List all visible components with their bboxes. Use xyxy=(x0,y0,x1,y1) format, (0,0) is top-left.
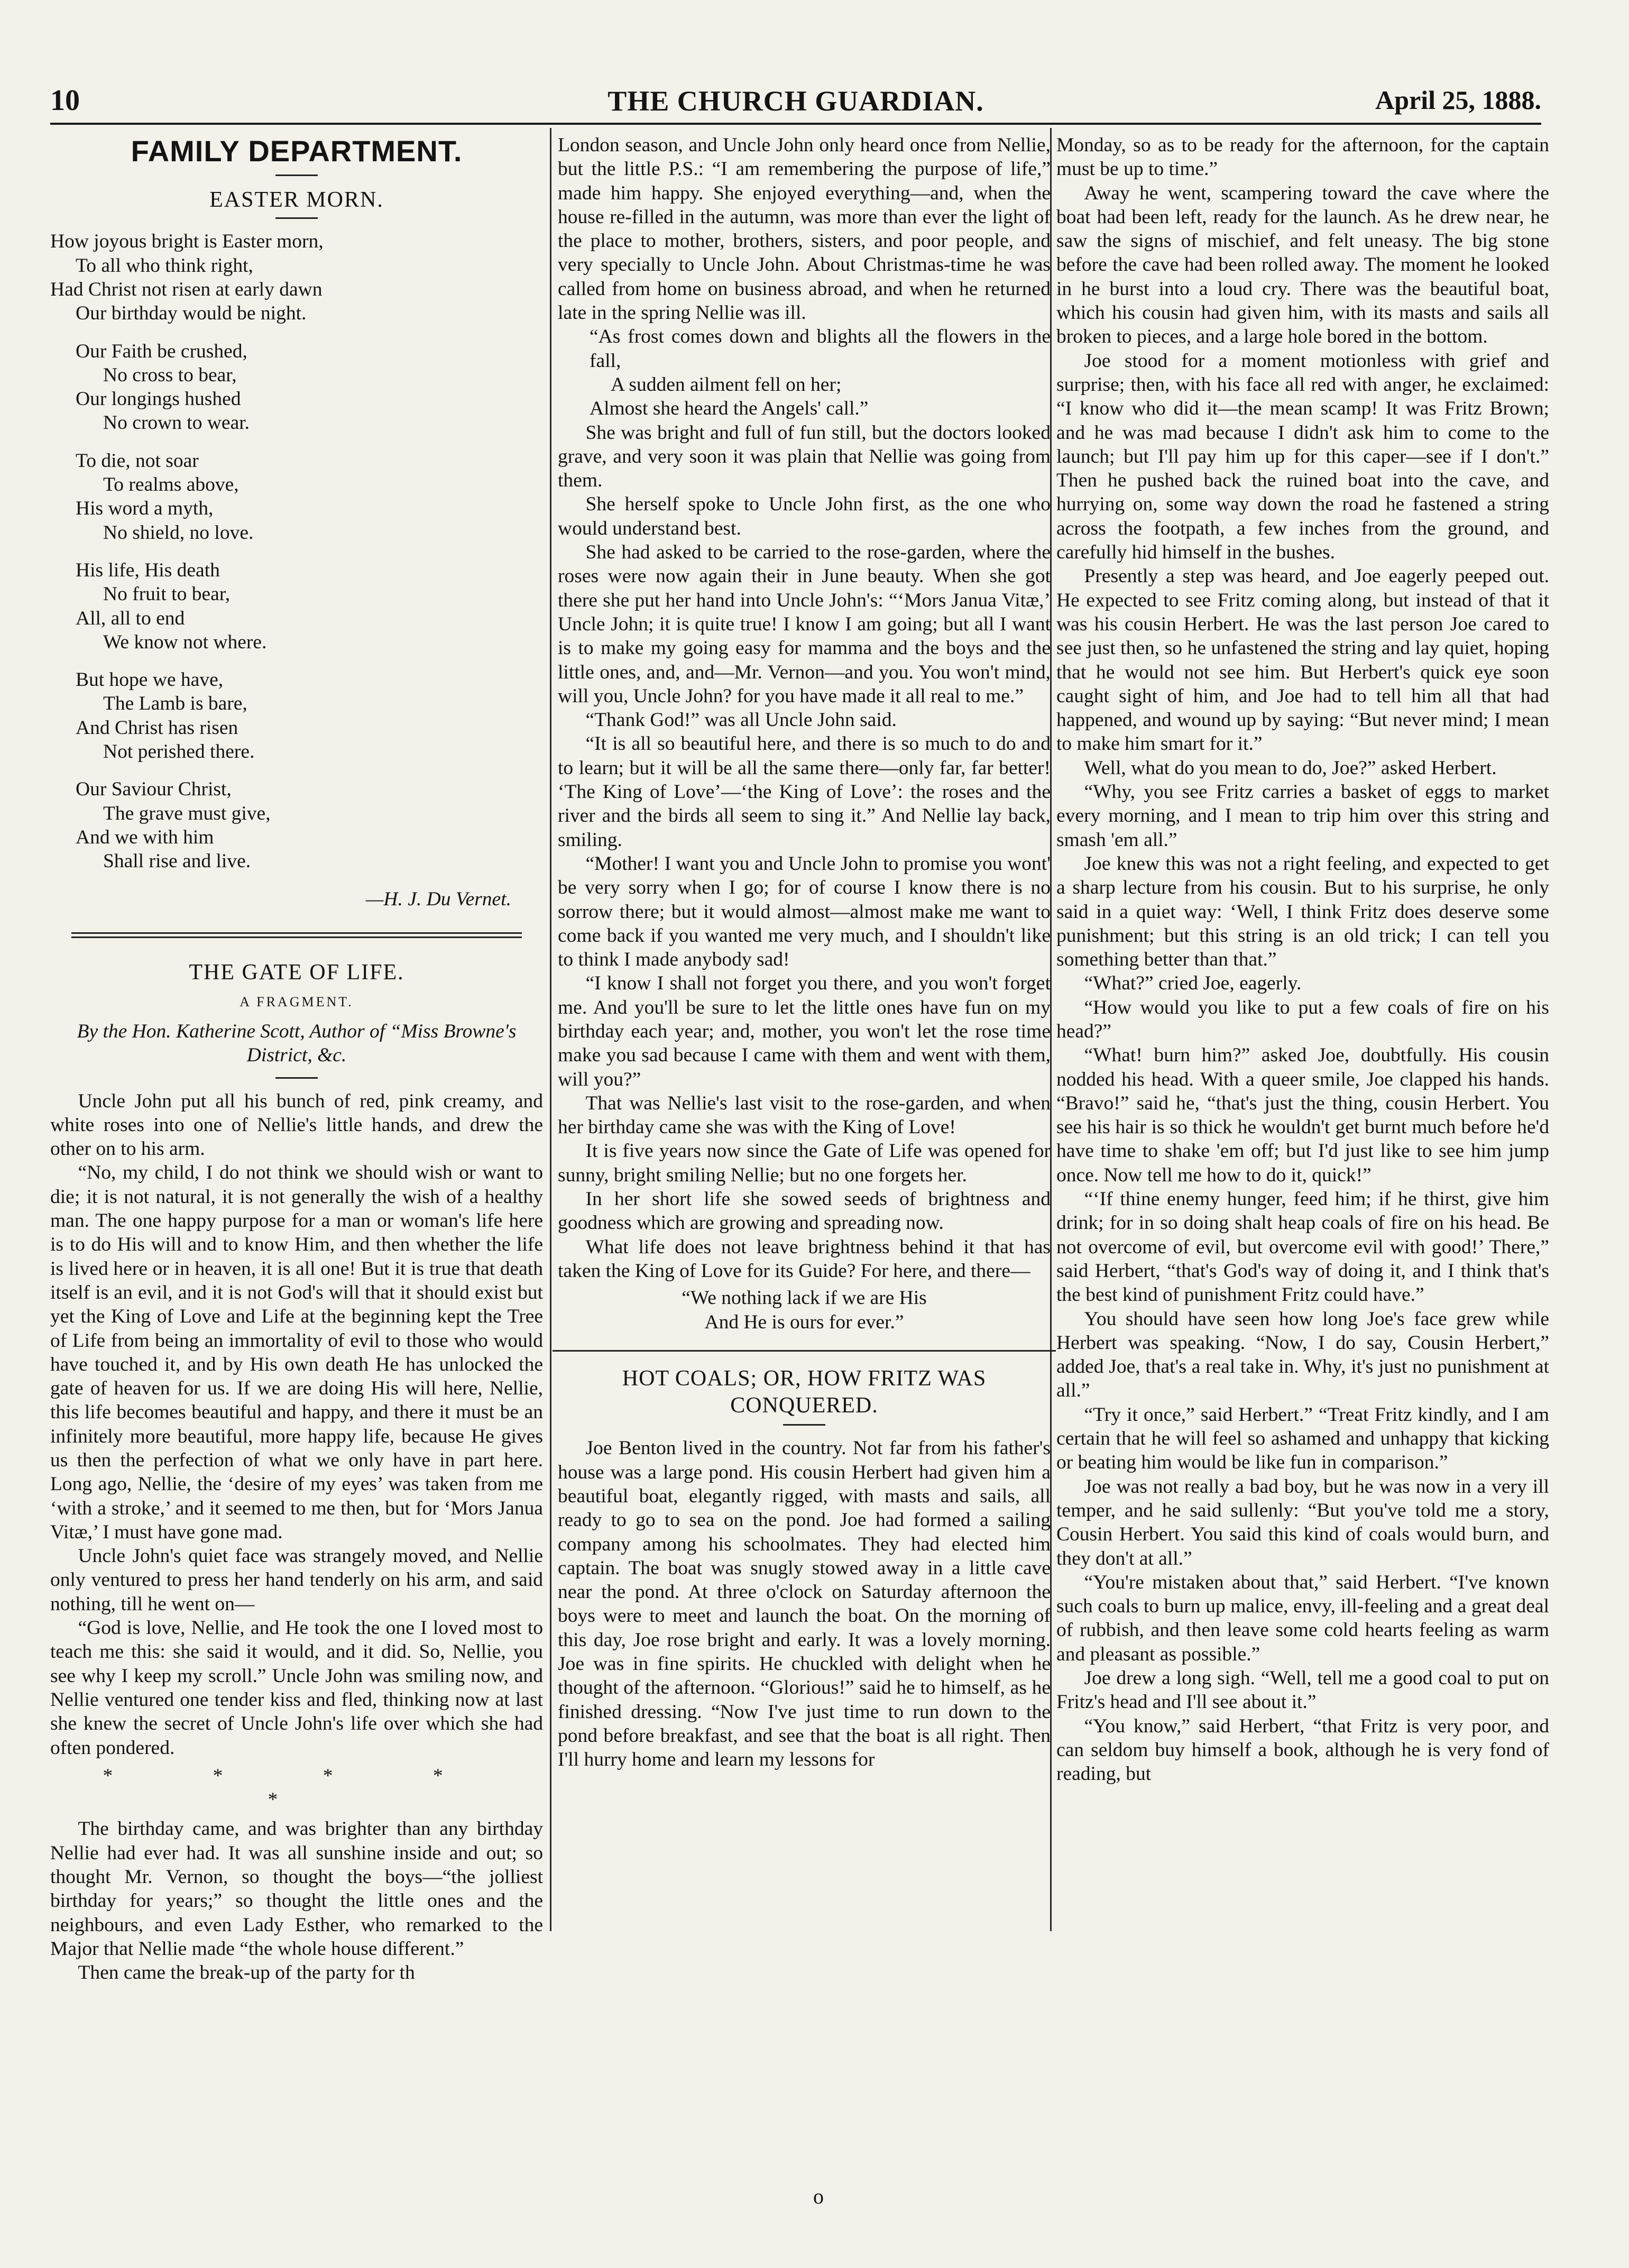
paragraph: “No, my child, I do not think we should wish or want to die; it is not natural, it is not generally the wish of a healthy man. The one happy purpose for a man or woman's life here is to do His will and to know Him, and then whether the life is lived here or in heaven, it is all one! But it is true that death itself is an evil, and it is not God's will that it should exist but yet the King of Love and Life at the beginning kept the Tree of Life from being an immortality of evil to those who would have touched it, and by His own death He has unlocked the gate of heaven for us. If we are doing His will here, Nellie, this life becomes beautiful and happy, and there it must be an infinitely more beautiful, more happy life, because He gives us then the perfection of what we only have in part here. Long ago, Nellie, the ‘desire of my eyes’ was taken from me ‘with a stroke,’ and it seemed to me then, but for ‘Mors Janua Vitæ,’ I must have gone mad. xyxy=(50,1162,543,1543)
paragraph: London season, and Uncle John only heard once from Nellie, but the little P.S.: “I am remembering the purpose of life,” made him happy. She enjoyed everything—and, when the house re-filled in the autumn, was more than ever the light of the place to mother, brothers, sisters, and poor people, and very specially to Uncle John. About Christmas-time he was called from home on business abroad, and when he returned late in the spring Nellie was ill. xyxy=(558,134,1051,324)
poem-line: Shall rise and live. xyxy=(103,850,251,873)
poem-line: And we with him xyxy=(76,826,214,848)
paragraph: She herself spoke to Uncle John first, as the one who would understand best. xyxy=(558,493,1051,539)
verse-line: “As frost comes down and blights all the flowers in the fall, xyxy=(590,326,1051,372)
paragraph: “What?” cried Joe, eagerly. xyxy=(1084,972,1302,995)
paragraph: She was bright and full of fun still, but the doctors looked grave, and very soon it was plain that Nellie was going from them. xyxy=(558,421,1051,492)
paragraph: “Try it once,” said Herbert.” “Treat Fritz kindly, and I am certain that he will feel so ashamed and unhappy that kicking or beating him would be like fun in comparison.” xyxy=(1056,1403,1549,1474)
poem-line: His life, His death xyxy=(76,559,220,581)
poem-line: Our birthday would be night. xyxy=(76,302,307,325)
paragraph: Away he went, scampering toward the cave where the boat had been left, ready for the launch. As he drew near, he saw the signs of mischief, and felt uneasy. The big stone before the cave had been rolled away. The moment he looked in he burst into a loud cry. There was the beautiful boat, which his cousin had given him, with its masts and sails all broken to pieces, and a large hole bored in the bottom. xyxy=(1056,182,1549,348)
paragraph: Joe Benton lived in the country. Not far from his father's house was a large pond. His cousin Herbert had given him a beautiful boat, elegantly rigged, with masts and sails, all ready to go to sea on the pond. Joe had formed a sailing company among his schoolmates. They had elected him captain. The boat was snugly stowed away in a little cave near the pond. At three o'clock on Saturday afternoon the boys were to meet and launch the boat. On the morning of this day, Joe rose bright and early. It was a lovely morning. Joe was in fine spirits. He chuckled with delight when he thought of the afternoon. “Glorious!” said he to himself, as he finished dressing. “Now I've just time to run down to the pond before breakfast, and see that the boat is all right. Then I'll hurry home and learn my lessons for xyxy=(558,1437,1051,1771)
poem-line: Our longings hushed xyxy=(76,388,241,410)
poem-stanza xyxy=(50,558,543,654)
paragraph: Joe stood for a moment motionless with grief and surprise; then, with his face all red with anger, he exclaimed: “I know who did it—the mean scamp! It was Fritz Brown; and he was mad because I didn't ask him to come to the launch; but I'll pay him up for this caper—see if I don't.” Then he pushed back the ruined boat into the cave, and hurrying on, some way down the road he fastened a string across the footpath, a few inches from the ground, and carefully hid himself in the bushes. xyxy=(1056,350,1549,564)
paragraph: “What! burn him?” asked Joe, doubtfully. His cousin nodded his head. With a queer smile, Joe clapped his hands. “Bravo!” said he, “that's just the thing, cousin Herbert. You see his hair is so thick he wouldn't get burnt much before he'd have time to shake 'em off; but I'd just like to see him jump once. Now tell me how to do it, quick!” xyxy=(1056,1044,1549,1186)
poem-line: His word a myth, xyxy=(76,498,214,520)
divider xyxy=(553,1350,1056,1352)
paragraph: In her short life she sowed seeds of brightness and goodness which are growing and spreading now. xyxy=(558,1188,1051,1234)
poem-line: The grave must give, xyxy=(103,802,271,824)
paragraph: Monday, so as to be ready for the afternoon, for the captain must be up to time.” xyxy=(1056,134,1549,180)
paper-title: THE CHURCH GUARDIAN. xyxy=(608,85,984,117)
quoted-verse xyxy=(558,325,1051,420)
poem-line: The Lamb is bare, xyxy=(103,693,247,715)
verse-line: Almost she heard the Angels' call.” xyxy=(590,398,869,420)
poem-line: Not perished there. xyxy=(103,741,255,763)
poem-line: To all who think right, xyxy=(76,254,253,277)
verse-line: A sudden ailment fell on her; xyxy=(611,373,842,396)
paragraph: “‘If thine enemy hunger, feed him; if he thirst, give him drink; for in so doing shalt heap coals of fire on his head. Be not overcome of evil, but overcome evil with good!’ There,” said Herbert, “that's God's way of doing it, and I think that's the best kind of punishment Fritz could have.” xyxy=(1056,1188,1549,1306)
footer-mark: o xyxy=(813,2184,824,2208)
paragraph: Joe knew this was not a right feeling, and expected to get a sharp lecture from his cousin. But to his surprise, he only said in a quiet way: ‘Well, I think Fritz does deserve some punishment; but this string is an old trick; I can tell you something better than that.” xyxy=(1056,852,1549,971)
poem-stanza xyxy=(50,229,543,325)
story-text xyxy=(1056,133,1549,1786)
poem-line: No shield, no love. xyxy=(103,521,254,544)
paragraph: “It is all so beautiful here, and there is so much to do and to learn; but it will be all the same there—only far, far better! ‘The King of Love’—‘the King of Love’: the roses and the river and the birds all seem to sing it.” And Nellie lay back, smiling. xyxy=(558,733,1051,851)
paragraph: “You know,” said Herbert, “that Fritz is very poor, and can seldom buy himself a book, although he is very fond of reading, but xyxy=(1056,1715,1549,1785)
verse-line: “We nothing lack if we are His xyxy=(682,1287,927,1309)
paragraph: The birthday came, and was brighter than any birthday Nellie had ever had. It was all sunshine inside and out; so thought Mr. Vernon, so thought the boys—“the jolliest birthday for years;” so thought the little ones and the neighbours, and even Lady Esther, who remarked to the Major that Nellie made “the whole house different.” xyxy=(50,1818,543,1960)
poem xyxy=(50,229,543,873)
poem-line: And Christ has risen xyxy=(76,717,238,739)
page-header xyxy=(50,79,1541,125)
poem-stanza xyxy=(50,668,543,764)
paragraph: “Thank God!” was all Uncle John said. xyxy=(585,709,897,731)
paragraph: Then came the break-up of the party for th xyxy=(78,1962,415,1984)
poem-line: All, all to end xyxy=(76,607,185,629)
story-text xyxy=(558,421,1051,1283)
story-text xyxy=(50,1089,543,1760)
paragraph: Joe was not really a bad boy, but he was now in a very ill temper, and he said sullenly: “But you've told me a story, Cousin Herbert. You said this kind of coals would burn, and they don't at all.” xyxy=(1056,1475,1549,1569)
page-number: 10 xyxy=(50,84,80,117)
paragraph: “God is love, Nellie, and He took the one I loved most to teach me this: she said it would, and it did. So, Nellie, you see why I keep my scroll.” Uncle John was smiling now, and Nellie ventured one tender kiss and fled, thinking now at last she knew the secret of Uncle John's life over which she had often pondered. xyxy=(50,1617,543,1759)
column-2 xyxy=(558,133,1051,1771)
divider xyxy=(275,1077,318,1079)
paragraph: Uncle John's quiet face was strangely moved, and Nellie only ventured to press her hand tenderly on his arm, and said nothing, till he went on— xyxy=(50,1545,543,1615)
story-text xyxy=(50,1817,543,1985)
poem-line: We know not where. xyxy=(103,631,267,653)
poem-line: No fruit to bear, xyxy=(103,583,231,605)
poem-line: To die, not soar xyxy=(76,449,199,472)
story-text xyxy=(558,133,1051,325)
poem-line: No cross to bear, xyxy=(103,364,237,386)
story-title: THE GATE OF LIFE. xyxy=(189,960,404,985)
paragraph: Presently a step was heard, and Joe eagerly peeped out. He expected to see Fritz coming along, but instead of that it was his cousin Herbert. He was the last person Joe cared to see just then, so he unfastened the string and lay quiet, hoping that he would not see him. But Herbert's quick eye soon caught sight of him, and Joe had to tell him all that had happened, and wound up by saying: “But never mind; I mean to make him smart for it.” xyxy=(1056,565,1549,755)
poem-stanza xyxy=(50,449,543,545)
divider xyxy=(275,217,318,219)
poem-line: To realms above, xyxy=(103,474,239,496)
double-divider xyxy=(71,932,522,938)
poem-line: Had Christ not risen at early dawn xyxy=(50,278,323,300)
byline: By the Hon. Katherine Scott, Author of “Miss Browne's District, &c. xyxy=(77,1020,517,1067)
paragraph: “Why, you see Fritz carries a basket of eggs to market every morning, and I mean to trip him over this string and smash 'em all.” xyxy=(1056,781,1549,851)
story-title: HOT COALS; OR, HOW FRITZ WAS CONQUERED. xyxy=(622,1366,987,1418)
section-break: * * * * * xyxy=(103,1765,491,1811)
poem-line: Our Faith be crushed, xyxy=(76,340,247,362)
paragraph: Well, what do you mean to do, Joe?” asked Herbert. xyxy=(1084,757,1497,779)
story-text xyxy=(558,1436,1051,1771)
paragraph: “How would you like to put a few coals of fire on his head?” xyxy=(1056,996,1549,1042)
poem-line: How joyous bright is Easter morn, xyxy=(50,231,324,253)
paragraph: She had asked to be carried to the rose-garden, where the roses were now again their in June beauty. When she got there she put her hand into Uncle John's: “‘Mors Janua Vitæ,’ Uncle John; it is quite true! I know I am going; but all I want is to make my going easy for mamma and the boys and the little ones, and, and—Mr. Vernon—and you. You won't mind, will you, Uncle John? for you have made it all real to me.” xyxy=(558,541,1051,707)
poem-line: But hope we have, xyxy=(76,669,224,691)
column-3 xyxy=(1056,133,1549,1786)
closing-quote xyxy=(558,1286,1051,1334)
column-1 xyxy=(50,133,543,1985)
section-heading: FAMILY DEPARTMENT. xyxy=(131,134,463,168)
column-divider xyxy=(550,128,551,1931)
poem-stanza xyxy=(50,777,543,873)
story-subtitle: A FRAGMENT. xyxy=(240,994,354,1009)
poem-title: EASTER MORN. xyxy=(209,187,384,212)
paragraph: Uncle John put all his bunch of red, pink creamy, and white roses into one of Nellie's little hands, and drew the other on to his arm. xyxy=(50,1090,543,1160)
paragraph: Joe drew a long sigh. “Well, tell me a good coal to put on Fritz's head and I'll see about it.” xyxy=(1056,1667,1549,1713)
issue-date: April 25, 1888. xyxy=(1375,85,1541,115)
poem-line: No crown to wear. xyxy=(103,412,250,434)
paragraph: “Mother! I want you and Uncle John to promise you wont' be very sorry when I go; for of course I know there is no sorrow there; but it would almost—almost make me want to come back if you wanted me very much, and I shouldn't like to think I made anybody sad! xyxy=(558,852,1051,971)
poem-line: Our Saviour Christ, xyxy=(76,778,232,801)
paragraph: “You're mistaken about that,” said Herbert. “I've known such coals to burn up malice, envy, ill-feeling and a great deal of rubbish, and then leave some cold hearts feeling as warm and pleasant as possible.” xyxy=(1056,1571,1549,1665)
poem-stanza xyxy=(50,339,543,435)
paragraph: That was Nellie's last visit to the rose-garden, and when her birthday came she was with the King of Love! xyxy=(558,1092,1051,1138)
poem-signature: —H. J. Du Vernet. xyxy=(366,888,511,910)
paragraph: “I know I shall not forget you there, and you won't forget me. And you'll be sure to let the little ones have fun on my birthday each year; and, mother, you won't let the rose time make you sad because I came with them and went with them, will you?” xyxy=(558,972,1051,1090)
paragraph: It is five years now since the Gate of Life was opened for sunny, bright smiling Nellie; but no one forgets her. xyxy=(558,1140,1051,1186)
divider xyxy=(783,1424,825,1426)
paragraph: What life does not leave brightness behind it that has taken the King of Love for its Guide? For here, and there— xyxy=(558,1236,1051,1282)
divider xyxy=(275,175,318,176)
paragraph: You should have seen how long Joe's face grew while Herbert was speaking. “Now, I do say, Cousin Herbert,” added Joe, that's a real take in. Why, it's just no punishment at all.” xyxy=(1056,1308,1549,1402)
verse-line: And He is ours for ever.” xyxy=(704,1311,904,1333)
